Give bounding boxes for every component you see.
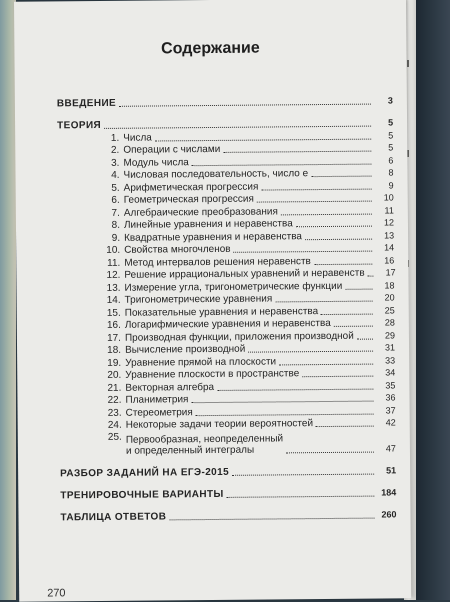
leader-dots bbox=[196, 413, 374, 416]
leader-dots bbox=[223, 151, 371, 153]
leader-dots bbox=[302, 376, 373, 378]
toc-section-label: ВВЕДЕНИЕ bbox=[56, 97, 117, 110]
toc-item-number: 8. bbox=[111, 219, 121, 231]
toc-page-number: 16 bbox=[384, 254, 395, 265]
toc-page-number: 18 bbox=[384, 279, 395, 290]
toc-item-label: Числа bbox=[123, 132, 152, 144]
toc-item-label: Измерение угла, тригонометрические функции bbox=[124, 280, 343, 294]
toc-section-practice bbox=[60, 484, 396, 501]
toc-page-number: 17 bbox=[385, 267, 396, 278]
toc-page-number: 5 bbox=[388, 142, 394, 153]
toc-section-exam-analysis bbox=[60, 462, 396, 479]
toc-item-number: 25. bbox=[107, 431, 122, 443]
toc-item-number: 13. bbox=[106, 282, 121, 294]
toc-item-label-line: и определенный интегралы bbox=[125, 444, 255, 457]
toc-item-number: 3. bbox=[111, 157, 120, 169]
toc-item-label: Числовая последовательность, число e bbox=[123, 168, 309, 181]
toc-page-number: 31 bbox=[384, 342, 396, 353]
toc-item-number: 17. bbox=[106, 332, 121, 344]
toc-section-label: ТРЕНИРОВОЧНЫЕ ВАРИАНТЫ bbox=[60, 488, 224, 502]
leader-dots bbox=[316, 426, 374, 428]
toc-item-number: 22. bbox=[107, 394, 122, 406]
theory-items-list bbox=[57, 128, 396, 431]
toc-item-label: Планиметрия bbox=[125, 394, 189, 406]
toc-page-number: 28 bbox=[384, 317, 395, 328]
toc-page-number: 36 bbox=[385, 392, 396, 403]
toc-section-label: ТАБЛИЦА ОТВЕТОВ bbox=[60, 511, 167, 524]
toc-page-number: 5 bbox=[388, 117, 394, 128]
toc-item-number: 2. bbox=[110, 144, 120, 156]
leader-dots bbox=[305, 238, 372, 240]
leader-dots bbox=[334, 326, 373, 327]
toc-item-label: Уравнение плоскости в пространстве bbox=[125, 368, 300, 381]
toc-page-number: 11 bbox=[384, 204, 394, 215]
toc-page-number: 51 bbox=[386, 465, 397, 476]
leader-dots bbox=[368, 276, 374, 277]
toc-page-number: 37 bbox=[385, 404, 396, 415]
toc-section-label: РАЗБОР ЗАДАНИЙ НА ЕГЭ-2015 bbox=[60, 466, 230, 480]
leader-dots bbox=[232, 474, 374, 476]
toc-item-label: Стереометрия bbox=[125, 406, 193, 419]
toc-item-label: Показательные уравнения и неравенства bbox=[124, 305, 319, 319]
toc-item-label: Вычисление производной bbox=[125, 343, 246, 356]
leader-dots bbox=[217, 388, 373, 390]
leader-dots bbox=[345, 288, 372, 289]
toc-item-number: 24. bbox=[107, 419, 122, 431]
leader-dots bbox=[191, 401, 373, 404]
toc-item-number: 12. bbox=[106, 269, 121, 281]
toc-item-number: 23. bbox=[107, 407, 122, 419]
toc-item-number: 6. bbox=[111, 194, 120, 206]
leader-dots bbox=[234, 251, 373, 253]
toc-item-number: 20. bbox=[107, 369, 122, 381]
leader-dots bbox=[227, 496, 375, 498]
toc-item-label: Модуль числа bbox=[123, 156, 189, 169]
toc-item-number: 16. bbox=[106, 319, 121, 331]
toc-section-label: ТЕОРИЯ bbox=[57, 119, 102, 132]
book-page bbox=[14, 0, 411, 602]
toc-page-number: 260 bbox=[381, 509, 397, 520]
toc-section-intro bbox=[57, 92, 393, 109]
book-cover-edge bbox=[416, 0, 450, 600]
toc-page-number: 29 bbox=[384, 329, 395, 340]
toc-item-label: Решение иррациональных уравнений и неравенств bbox=[124, 267, 365, 281]
toc-item-number: 15. bbox=[106, 307, 121, 319]
toc-page-number: 25 bbox=[384, 304, 395, 315]
toc-page-number: 8 bbox=[388, 167, 394, 178]
toc-item-label: Геометрическая прогрессия bbox=[123, 193, 254, 206]
binding-stitch bbox=[407, 60, 409, 67]
toc-item-label: Квадратные уравнения и неравенства bbox=[124, 230, 302, 244]
leader-dots bbox=[314, 263, 372, 265]
toc-section-answers bbox=[60, 506, 396, 523]
toc-item-label: Уравнение прямой на плоскости bbox=[125, 355, 277, 369]
toc-page-number: 13 bbox=[383, 229, 395, 240]
toc-page-number: 34 bbox=[385, 367, 396, 378]
adjacent-page-edge bbox=[0, 0, 16, 600]
toc-item-number: 21. bbox=[107, 382, 122, 394]
leader-dots bbox=[192, 163, 372, 166]
toc-page-number: 47 bbox=[385, 443, 396, 454]
leader-dots bbox=[296, 226, 372, 228]
toc-item-number: 11. bbox=[107, 257, 121, 269]
toc-page-number: 10 bbox=[383, 192, 394, 203]
toc-item-label: Алгебраические преобразования bbox=[123, 205, 278, 219]
toc-item-number: 7. bbox=[111, 207, 120, 219]
toc-page-number: 20 bbox=[384, 292, 395, 303]
toc-page-number: 14 bbox=[384, 242, 395, 253]
leader-dots bbox=[275, 301, 372, 303]
toc-item-label: Логарифмические уравнения и неравенства bbox=[124, 317, 331, 331]
toc-item-number: 19. bbox=[107, 357, 122, 369]
toc-page-number: 6 bbox=[388, 154, 394, 165]
toc-item-number: 14. bbox=[106, 294, 121, 306]
toc-page-number: 33 bbox=[385, 354, 396, 365]
page-title: Содержание bbox=[161, 39, 260, 58]
toc-page-number: 35 bbox=[385, 379, 396, 390]
leader-dots bbox=[281, 213, 372, 215]
page-number: 270 bbox=[47, 587, 66, 600]
toc-item-number: 1. bbox=[110, 132, 120, 144]
leader-dots bbox=[311, 176, 371, 178]
toc-page-number: 12 bbox=[383, 217, 394, 228]
toc-page-number: 5 bbox=[388, 129, 394, 140]
leader-dots bbox=[261, 188, 371, 190]
toc-item-label: Арифметическая прогрессия bbox=[123, 181, 259, 194]
toc-page-number: 9 bbox=[388, 179, 394, 190]
toc-item-number: 18. bbox=[107, 344, 122, 356]
toc-item-label: Линейные уравнения и неравенства bbox=[123, 218, 293, 231]
leader-dots bbox=[286, 452, 374, 454]
table-of-contents bbox=[57, 92, 397, 523]
leader-dots bbox=[279, 363, 373, 365]
toc-item bbox=[60, 428, 396, 457]
toc-item-label-line: Первообразная, неопределенный bbox=[125, 433, 284, 446]
toc-item-label: Метод интервалов решения неравенств bbox=[124, 255, 311, 269]
toc-item-number: 5. bbox=[111, 182, 120, 194]
toc-item-number: 4. bbox=[111, 169, 120, 181]
toc-item-label: Тригонометрические уравнения bbox=[124, 293, 273, 306]
toc-item-number: 9. bbox=[111, 232, 121, 244]
toc-item-label: Операции с числами bbox=[123, 143, 221, 156]
toc-item-label: Производная функции, приложения производной bbox=[124, 330, 354, 344]
toc-item-label: Векторная алгебра bbox=[125, 381, 215, 394]
leader-dots bbox=[257, 201, 372, 203]
toc-page-number: 3 bbox=[387, 95, 393, 106]
toc-page-number: 42 bbox=[385, 417, 396, 428]
leader-dots bbox=[248, 351, 373, 353]
leader-dots bbox=[357, 338, 373, 339]
leader-dots bbox=[119, 104, 371, 107]
leader-dots bbox=[169, 518, 374, 521]
toc-page-number: 184 bbox=[381, 487, 397, 498]
toc-item-label-multiline bbox=[126, 433, 283, 456]
toc-item-label: Некоторые задачи теории вероятностей bbox=[125, 418, 314, 431]
toc-item-label: Свойства многочленов bbox=[124, 243, 231, 256]
leader-dots bbox=[321, 313, 373, 314]
toc-item-number: 10. bbox=[106, 244, 121, 256]
